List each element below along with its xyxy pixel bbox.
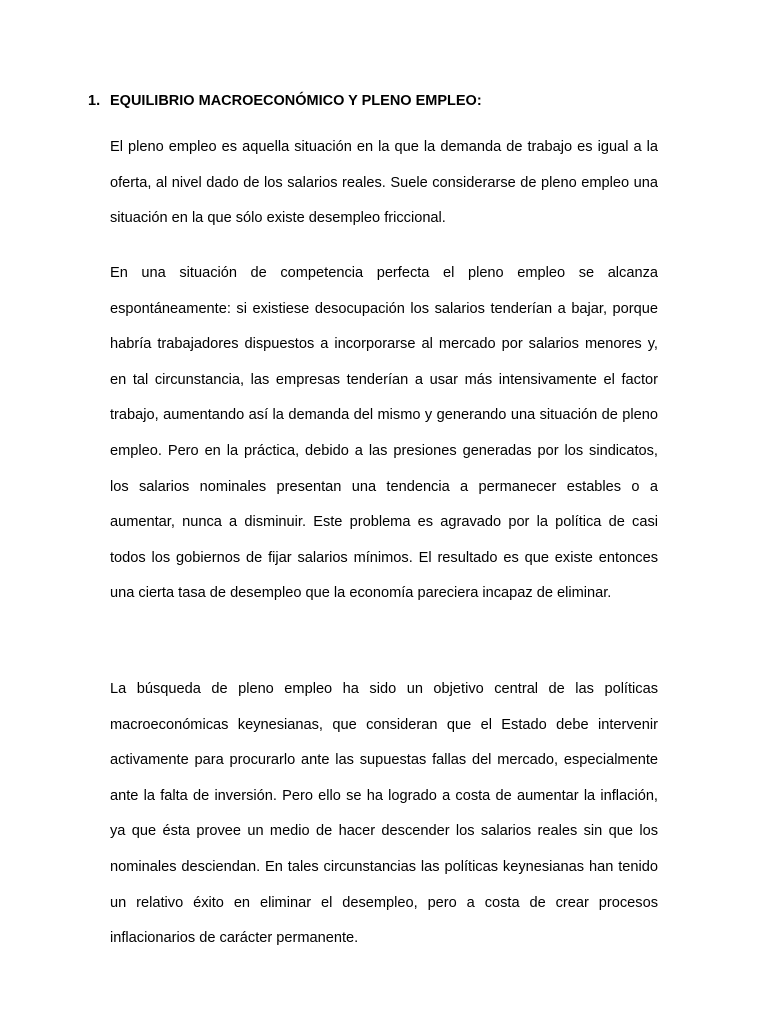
paragraph-keynesian-policies: La búsqueda de pleno empleo ha sido un objetivo central de las políticas macroeconómicas keynesianas, que consideran que el Estado debe intervenir activamente para procurarlo ante las supuestas fallas del mercado, especialmente ante la falta de inversión. Pero ello se ha logrado a costa de aumentar la inflación, ya que ésta provee un medio de hacer descender los salarios reales sin que los nominales desciendan. En tales circunstancias las políticas keynesianas han tenido un relativo éxito en eliminar el desempleo, pero a costa de crear procesos inflacionarios de carácter permanente.	[110, 681, 658, 947]
section-heading	[88, 91, 668, 111]
paragraph-perfect-competition: En una situación de competencia perfecta el pleno empleo se alcanza espontáneamente: si existiese desocupación los salarios tenderían a bajar, porque habría trabajadores dispuestos a incorporarse al mercado por salarios menores y, en tal circunstancia, las empresas tenderían a usar más intensivamente el factor trabajo, aumentando así la demanda del mismo y generando una situación de pleno empleo. Pero en la práctica, debido a las presiones generadas por los sindicatos, los salarios nominales presentan una tendencia a permanecer estables o a aumentar, nunca a disminuir. Este problema es agravado por la política de casi todos los gobiernos de fijar salarios mínimos. El resultado es que existe entonces una cierta tasa de desempleo que la economía pareciera incapaz de eliminar.	[110, 265, 658, 602]
paragraph-full-employment-definition: El pleno empleo es aquella situación en la que la demanda de trabajo es igual a la oferta, al nivel dado de los salarios reales. Suele considerarse de pleno empleo una situación en la que sólo existe desempleo friccional.	[110, 139, 658, 227]
section-title: EQUILIBRIO MACROECONÓMICO Y PLENO EMPLEO:	[110, 93, 482, 109]
section-number: 1.	[88, 93, 101, 109]
